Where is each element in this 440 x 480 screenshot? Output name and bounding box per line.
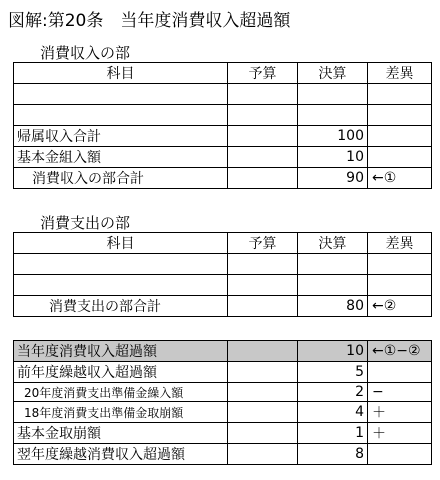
- budget-cell: [228, 402, 298, 423]
- table-row: [14, 444, 432, 465]
- column-header-budget: 予算: [228, 233, 298, 254]
- actual-cell: 10: [298, 147, 368, 168]
- budget-cell: [228, 362, 298, 383]
- actual-cell: [298, 254, 368, 275]
- actual-cell: [298, 105, 368, 126]
- diff-cell: ＋: [368, 423, 432, 444]
- column-header-diff: 差異: [368, 63, 432, 84]
- actual-cell: [298, 84, 368, 105]
- diff-cell: [368, 126, 432, 147]
- item-cell: 翌年度繰越消費収入超過額: [14, 444, 228, 465]
- diff-cell: −: [368, 383, 432, 402]
- item-cell: 消費支出の部合計: [14, 296, 228, 317]
- table-row: [14, 275, 432, 296]
- budget-cell: [228, 168, 298, 189]
- diff-cell: [368, 444, 432, 465]
- diff-cell: [368, 147, 432, 168]
- table-row: [14, 341, 432, 362]
- actual-cell: [298, 275, 368, 296]
- item-cell: [14, 254, 228, 275]
- actual-cell: 90: [298, 168, 368, 189]
- column-header-actual: 決算: [298, 63, 368, 84]
- budget-cell: [228, 423, 298, 444]
- budget-cell: [228, 126, 298, 147]
- table-row: [14, 296, 432, 317]
- budget-cell: [228, 254, 298, 275]
- item-cell: 18年度消費支出準備金取崩額: [14, 402, 228, 423]
- item-cell: 基本金取崩額: [14, 423, 228, 444]
- item-cell: 基本金組入額: [14, 147, 228, 168]
- actual-cell: 2: [298, 383, 368, 402]
- budget-cell: [228, 444, 298, 465]
- income-table: [13, 62, 432, 189]
- table-row: [14, 105, 432, 126]
- budget-cell: [228, 383, 298, 402]
- table-row: [14, 362, 432, 383]
- table-row: [14, 254, 432, 275]
- column-header-budget: 予算: [228, 63, 298, 84]
- item-cell: [14, 105, 228, 126]
- column-header-item: 科目: [14, 233, 228, 254]
- item-cell: 消費収入の部合計: [14, 168, 228, 189]
- budget-cell: [228, 105, 298, 126]
- budget-cell: [228, 275, 298, 296]
- budget-cell: [228, 296, 298, 317]
- budget-cell: [228, 341, 298, 362]
- page-title: 図解:第20条 当年度消費収入超過額: [8, 11, 291, 31]
- item-cell: [14, 84, 228, 105]
- item-cell: 前年度繰越収入超過額: [14, 362, 228, 383]
- table-row: [14, 168, 432, 189]
- table-row: [14, 147, 432, 168]
- actual-cell: 1: [298, 423, 368, 444]
- diff-cell: ←①: [368, 168, 432, 189]
- income-section-title: 消費収入の部: [40, 44, 131, 62]
- actual-cell: 4: [298, 402, 368, 423]
- budget-cell: [228, 84, 298, 105]
- table-row: [14, 423, 432, 444]
- column-header-item: 科目: [14, 63, 228, 84]
- summary-table: [13, 340, 432, 465]
- diff-cell: [368, 254, 432, 275]
- diff-cell: [368, 275, 432, 296]
- budget-cell: [228, 147, 298, 168]
- table-row: [14, 402, 432, 423]
- item-cell: 20年度消費支出準備金繰入額: [14, 383, 228, 402]
- diff-cell: [368, 362, 432, 383]
- income-header-row: [14, 63, 432, 84]
- actual-cell: 8: [298, 444, 368, 465]
- table-row: [14, 84, 432, 105]
- actual-cell: 100: [298, 126, 368, 147]
- actual-cell: 10: [298, 341, 368, 362]
- column-header-actual: 決算: [298, 233, 368, 254]
- diff-cell: [368, 84, 432, 105]
- column-header-diff: 差異: [368, 233, 432, 254]
- table-row: [14, 126, 432, 147]
- diff-cell: ＋: [368, 402, 432, 423]
- table-row: [14, 383, 432, 402]
- expense-header-row: [14, 233, 432, 254]
- item-cell: 当年度消費収入超過額: [14, 341, 228, 362]
- diff-cell: ←②: [368, 296, 432, 317]
- expense-section-title: 消費支出の部: [40, 214, 131, 232]
- item-cell: 帰属収入合計: [14, 126, 228, 147]
- diff-cell: ←①−②: [368, 341, 432, 362]
- actual-cell: 80: [298, 296, 368, 317]
- diff-cell: [368, 105, 432, 126]
- expense-table: [13, 232, 432, 317]
- item-cell: [14, 275, 228, 296]
- actual-cell: 5: [298, 362, 368, 383]
